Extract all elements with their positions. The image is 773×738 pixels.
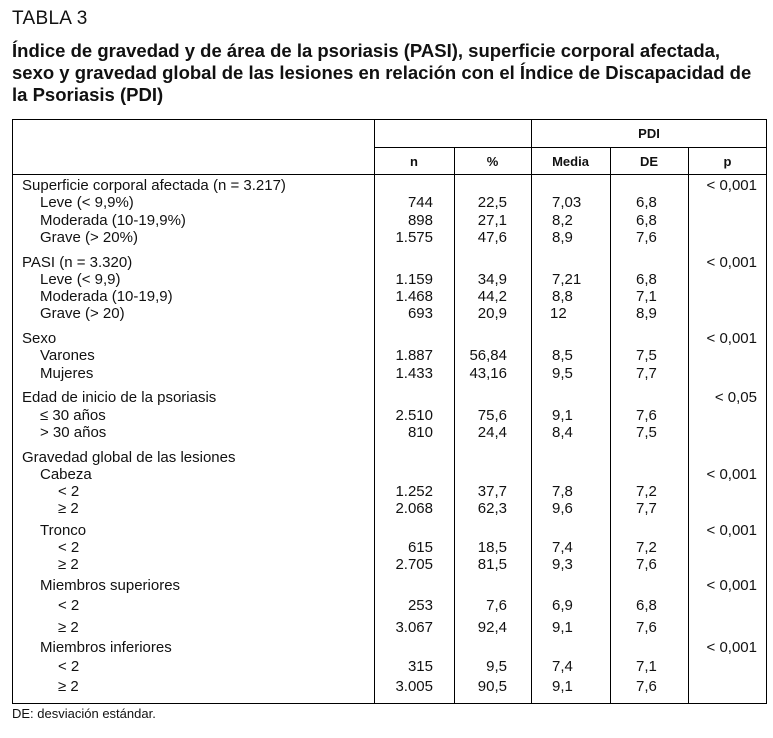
table-row [12,656,767,678]
cell-p: < 0,001 [706,253,757,271]
cell-n: 693 [407,305,433,323]
table-body [12,177,767,695]
cell-p: < 0,001 [706,521,757,539]
cell-n: 615 [407,538,433,556]
row-label: Mujeres [40,364,94,382]
row-label: Gravedad global de las lesiones [22,448,236,466]
row-label: Sexo [22,330,57,347]
table-row [12,212,767,229]
cell-n: 1.468 [395,288,433,305]
header-n: n [410,154,418,169]
cell-pct: 34,9 [477,270,507,288]
table-row [12,466,767,483]
cell-pct: 7,6 [486,596,507,614]
table-row [12,678,767,695]
table-row [12,305,767,322]
cell-media: 9,1 [552,406,573,424]
row-label: < 2 [58,657,80,675]
table-row [12,229,767,246]
cell-media: 7,21 [552,270,582,288]
cell-de: 7,6 [636,556,657,573]
cell-n: 898 [407,211,433,229]
header-pct: % [486,154,499,169]
cell-media: 7,4 [552,657,573,675]
row-label: Grave (> 20) [40,305,125,323]
cell-p: < 0,001 [706,638,757,656]
row-label: ≥ 2 [58,500,79,518]
table-row [12,177,767,194]
table-row [12,483,767,500]
cell-pct: 43,16 [469,364,507,382]
cell-media: 6,9 [552,596,573,614]
row-label: > 30 años [40,423,107,441]
cell-de: 6,8 [636,194,657,212]
table-row [12,330,767,347]
cell-n: 3.067 [395,618,433,636]
cell-media: 8,2 [552,211,573,229]
table-row [12,271,767,288]
row-label: ≥ 2 [58,618,79,636]
row-label: Leve (< 9,9%) [40,194,134,212]
table-row [12,639,767,656]
cell-n: 253 [407,596,433,614]
table-row [12,522,767,539]
footnote: DE: desviación estándar. [12,706,156,721]
cell-de: 7,7 [636,364,657,382]
cell-media: 8,5 [552,347,573,365]
cell-media: 12 [550,305,567,323]
cell-de: 6,8 [636,596,657,614]
cell-n: 2.705 [395,556,433,573]
cell-de: 7,2 [636,538,657,556]
table-row [12,500,767,517]
row-label: Miembros superiores [40,577,181,595]
cell-pct: 44,2 [477,288,507,305]
cell-pct: 75,6 [477,406,507,424]
cell-n: 3.005 [395,677,433,695]
header-divider [12,174,767,175]
cell-pct: 24,4 [477,423,507,441]
table-label: TABLA 3 [12,8,88,29]
cell-n: 1.575 [395,228,433,246]
table-row [12,365,767,382]
cell-pct: 90,5 [477,677,507,695]
row-label: < 2 [58,538,80,556]
cell-de: 7,7 [636,500,657,518]
cell-p: < 0,001 [706,330,757,347]
row-label: Moderada (10-19,9) [40,288,173,305]
cell-media: 9,1 [552,618,573,636]
cell-media: 7,4 [552,538,573,556]
header-p: p [723,154,732,169]
row-label: ≥ 2 [58,556,79,573]
table-title: Índice de gravedad y de área de la psoriasis (PASI), superficie corporal afectada, sexo y gravedad global de las lesiones en relación con el Índice de Discapacidad de la Psoriasis (PDI) [12,40,752,105]
cell-de: 7,1 [636,657,657,675]
cell-pct: 62,3 [477,500,507,518]
cell-de: 7,6 [636,618,657,636]
cell-p: < 0,05 [714,389,757,407]
cell-p: < 0,001 [706,577,757,595]
cell-de: 6,8 [636,270,657,288]
row-label: < 2 [58,596,80,614]
cell-media: 8,4 [552,423,573,441]
row-label: Edad de inicio de la psoriasis [22,389,217,407]
cell-p: < 0,001 [706,465,757,483]
cell-media: 9,3 [552,556,573,573]
cell-media: 9,1 [552,677,573,695]
cell-de: 8,9 [636,305,657,323]
row-label: Superficie corporal afectada (n = 3.217) [22,177,286,194]
cell-pct: 47,6 [477,228,507,246]
cell-n: 315 [407,657,433,675]
cell-de: 7,6 [636,406,657,424]
cell-media: 7,8 [552,483,573,500]
header-divider-pdi [374,147,766,148]
cell-de: 7,6 [636,677,657,695]
cell-pct: 22,5 [477,194,507,212]
cell-pct: 27,1 [477,211,507,229]
cell-n: 2.068 [395,500,433,518]
row-label: Leve (< 9,9) [40,270,121,288]
table-row [12,539,767,556]
row-label: Tronco [40,521,87,539]
row-label: ≤ 30 años [40,406,106,424]
row-label: Varones [40,347,95,365]
cell-media: 7,03 [552,194,582,212]
row-label: Cabeza [40,465,92,483]
table-row [12,389,767,406]
cell-de: 7,5 [636,423,657,441]
cell-p: < 0,001 [706,177,757,194]
cell-de: 7,5 [636,347,657,365]
table-row [12,617,767,639]
table-row [12,288,767,305]
cell-n: 1.433 [395,364,433,382]
header-pdi: PDI [638,126,660,141]
cell-pct: 20,9 [477,305,507,323]
cell-n: 744 [407,194,433,212]
cell-media: 9,6 [552,500,573,518]
cell-pct: 81,5 [477,556,507,573]
cell-n: 810 [407,423,433,441]
table-row [12,347,767,364]
table-row [12,556,767,573]
cell-de: 7,6 [636,228,657,246]
cell-pct: 56,84 [469,347,507,365]
cell-de: 6,8 [636,211,657,229]
table-row [12,254,767,271]
row-label: Moderada (10-19,9%) [40,211,186,229]
row-label: < 2 [58,483,80,500]
cell-n: 2.510 [395,406,433,424]
row-label: Miembros inferiores [40,638,172,656]
cell-de: 7,1 [636,288,657,305]
cell-pct: 37,7 [477,483,507,500]
row-label: PASI (n = 3.320) [22,253,133,271]
table-row [12,577,767,594]
cell-n: 1.887 [395,347,433,365]
cell-n: 1.252 [395,483,433,500]
header-de: DE [639,154,659,169]
cell-de: 7,2 [636,483,657,500]
table-row [12,449,767,466]
cell-media: 8,8 [552,288,573,305]
cell-pct: 92,4 [477,618,507,636]
cell-media: 9,5 [552,364,573,382]
table-row [12,407,767,424]
row-label: ≥ 2 [58,677,79,695]
table-row [12,424,767,441]
cell-pct: 18,5 [477,538,507,556]
table-row [12,194,767,211]
cell-pct: 9,5 [486,657,507,675]
row-label: Grave (> 20%) [40,228,138,246]
cell-n: 1.159 [395,270,433,288]
header-media: Media [552,154,589,169]
table-row [12,595,767,617]
cell-media: 8,9 [552,228,573,246]
